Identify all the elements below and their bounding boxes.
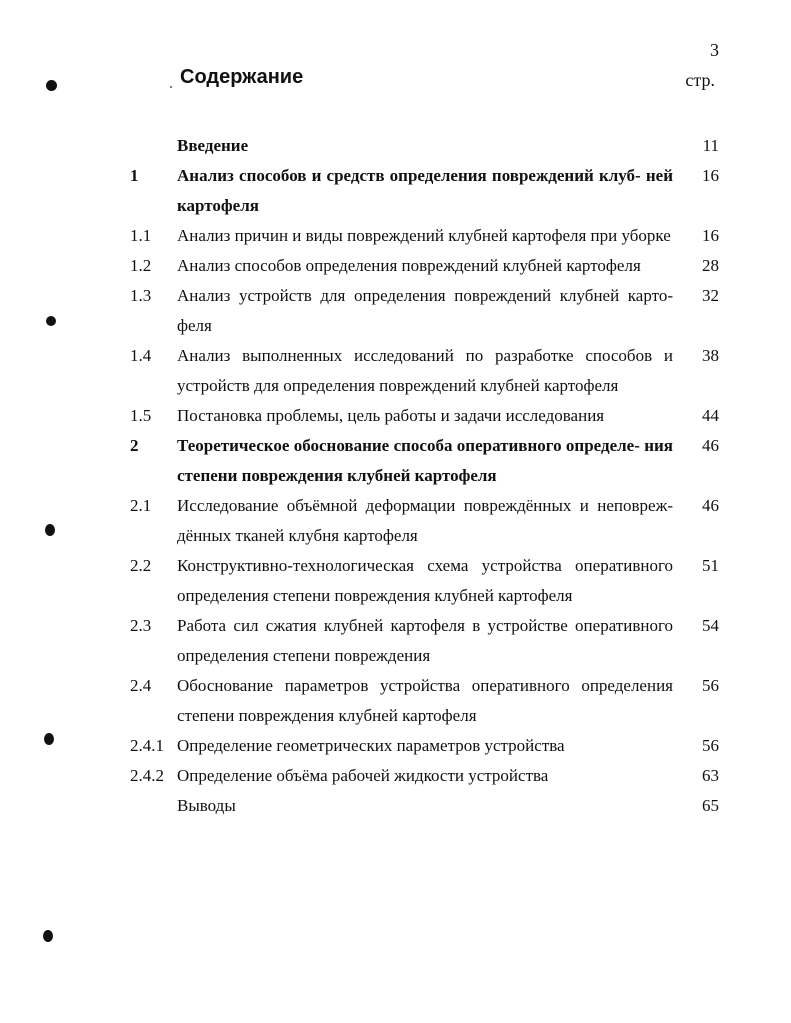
toc-entry-title: Определение геометрических параметров устройства	[177, 736, 565, 755]
toc-entry-page: 16	[702, 166, 719, 185]
toc-entry-page: 11	[702, 136, 719, 155]
toc-entry-page: 32	[702, 286, 719, 305]
toc-entry	[0, 131, 791, 161]
toc-entry-title: Анализ способов и средств определения повреждений клуб- ней картофеля	[177, 166, 673, 215]
toc-entry-number: 1.2	[130, 256, 152, 275]
scan-speck	[44, 733, 54, 745]
page-number: 3	[710, 40, 719, 60]
toc-entry-number: 2.2	[130, 556, 152, 575]
toc-entry	[0, 401, 791, 431]
toc-entry-title: Выводы	[177, 796, 236, 815]
toc-entry-title: Конструктивно-технологическая схема устройства оперативного определения степени повреждения клубней картофеля	[177, 556, 673, 605]
toc-entry-number: 1.4	[130, 346, 152, 365]
toc-entry	[0, 341, 791, 401]
table-of-contents	[0, 131, 791, 821]
toc-entry-title: Работа сил сжатия клубней картофеля в устройстве оперативного определения степени повреждения	[177, 616, 673, 665]
page-title: Содержание	[180, 66, 304, 88]
toc-entry-page: 46	[702, 496, 719, 515]
toc-entry-page: 56	[702, 736, 719, 755]
toc-entry	[0, 161, 791, 221]
toc-entry	[0, 761, 791, 791]
toc-entry-number	[130, 791, 177, 821]
toc-entry-number: 2.4	[130, 676, 152, 695]
toc-entry-number: 1.1	[130, 226, 152, 245]
toc-entry-page: 63	[702, 766, 719, 785]
toc-entry-page: 16	[702, 226, 719, 245]
toc-entry-title: Постановка проблемы, цель работы и задачи исследования	[177, 406, 605, 425]
toc-entry-number: 2.1	[130, 496, 152, 515]
toc-entry	[0, 611, 791, 671]
toc-entry-title: Анализ причин и виды повреждений клубней картофеля при уборке	[177, 226, 671, 245]
toc-entry-page: 56	[702, 676, 719, 695]
page-column-label: стр.	[685, 70, 715, 90]
toc-entry-title: Анализ способов определения повреждений клубней картофеля	[177, 256, 641, 275]
toc-entry-title: Анализ выполненных исследований по разработке способов и устройств для определения повреждений клубней картофеля	[177, 346, 673, 395]
toc-entry	[0, 221, 791, 251]
toc-entry-number: 1	[130, 166, 139, 185]
scan-dot	[170, 86, 172, 88]
toc-entry-title: Анализ устройств для определения повреждений клубней карто- феля	[177, 286, 673, 335]
toc-entry-number: 1.5	[130, 406, 152, 425]
toc-entry-number: 2.4.1	[130, 736, 164, 755]
toc-entry-page: 65	[702, 796, 719, 815]
toc-entry-title: Теоретическое обоснование способа оперативного определе- ния степени повреждения клубней картофеля	[177, 436, 673, 485]
scan-speck	[46, 316, 56, 326]
toc-entry	[0, 281, 791, 341]
toc-entry	[0, 551, 791, 611]
toc-entry-page: 38	[702, 346, 719, 365]
toc-entry-number	[130, 131, 177, 161]
toc-entry-page: 44	[702, 406, 719, 425]
toc-entry-title: Обоснование параметров устройства оперативного определения степени повреждения клубней картофеля	[177, 676, 673, 725]
toc-entry	[0, 731, 791, 761]
toc-entry-number: 2.4.2	[130, 766, 164, 785]
scan-speck	[45, 524, 55, 536]
toc-entry-title: Введение	[177, 136, 249, 155]
toc-entry-number: 2	[130, 436, 139, 455]
toc-entry-number: 2.3	[130, 616, 152, 635]
toc-entry	[0, 791, 791, 821]
toc-entry	[0, 671, 791, 731]
toc-entry-page: 51	[702, 556, 719, 575]
toc-entry	[0, 491, 791, 551]
scan-speck	[46, 80, 57, 91]
toc-entry-page: 28	[702, 256, 719, 275]
toc-entry-title: Определение объёма рабочей жидкости устройства	[177, 766, 549, 785]
toc-entry-page: 46	[702, 436, 719, 455]
toc-entry-number: 1.3	[130, 286, 152, 305]
toc-entry	[0, 251, 791, 281]
toc-entry-title: Исследование объёмной деформации повреждённых и неповреж- дённых тканей клубня картофеля	[177, 496, 673, 545]
toc-entry-page: 54	[702, 616, 719, 635]
toc-entry	[0, 431, 791, 491]
scan-speck	[43, 930, 53, 942]
